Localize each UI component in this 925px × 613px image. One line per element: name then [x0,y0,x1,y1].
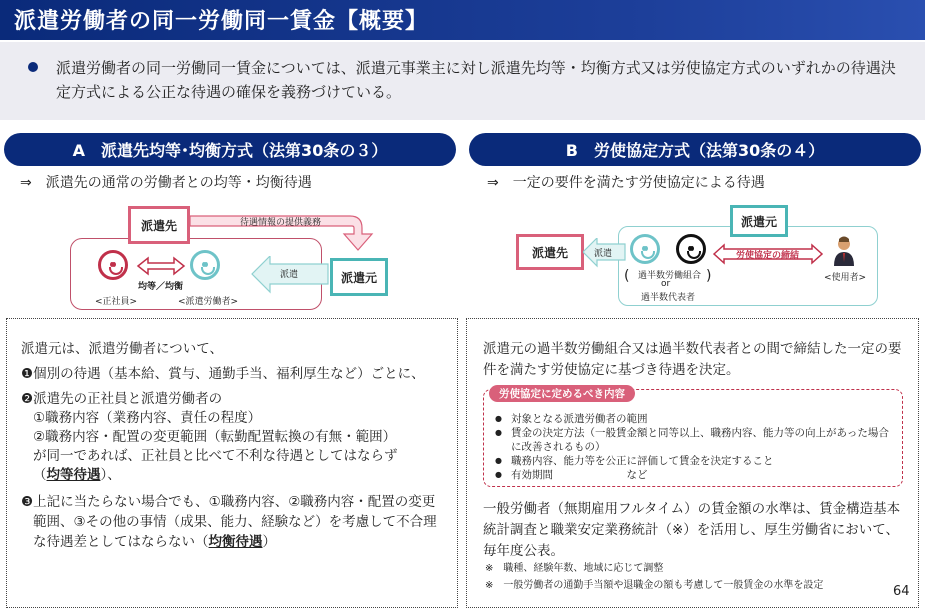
intro-box [0,42,925,120]
list-item: ● 対象となる派遣労働者の範囲 [495,412,895,426]
smiley-face-icon [98,250,128,280]
bracket-right-icon: ) [706,268,712,284]
panel-a-line: 派遣元は、派遣労働者について、 [21,341,223,357]
representative-label: 過半数代表者 [641,293,696,303]
panel-b-paragraph-1: 派遣元の過半数労働組合又は過半数代表者との間で締結した一定の要件を満たす労使協定に基づき待遇を決定。 [483,341,902,378]
haken-saki-box: 派遣先 [516,234,584,270]
panel-b [466,318,919,608]
page-number: 64 [893,584,910,599]
haken-moto-box: 派遣元 [330,258,388,296]
list-item: ● 有効期間 など [495,468,895,482]
haken-saki-box: 派遣先 [128,206,190,244]
list-item: ● 賃金の決定方法（一般賃金額と同等以上、職務内容、能力等の向上があった場合に改善されるもの） [495,426,895,454]
regular-employee-label: <正社員> [95,297,138,307]
balanced-treatment-label: 均衡待遇 [208,534,263,550]
equal-treatment-label: 均等待遇 [46,467,101,483]
note-1: ※ 職種、経験年数、地域に応じて調整 [485,563,664,574]
or-label: or [661,279,671,289]
info-label: 待遇情報の提供義務 [240,218,322,228]
panel-a-item-2b: ②職務内容・配置の変更範囲（転勤配置転換の有無・範囲） [33,429,397,445]
panel-a-item-1: ❶個別の待遇（基本給、賞与、通勤手当、福利厚生など）ごとに、 [21,366,425,382]
person-icon [832,236,856,266]
panel-a-item-3-line2: 範囲、③その他の事情（成果、能力、経験など）を考慮して不合理 [33,514,437,530]
haken-label: 派遣 [594,249,613,259]
smiley-face-icon [630,234,660,264]
agreement-content-title: 労使協定に定めるべき内容 [489,385,635,402]
union-label: 過半数労働組合 [638,271,702,281]
equal-label: 均等／均衡 [138,282,184,292]
intro-text: 派遣労働者の同一労働同一賃金については、派遣元事業主に対し派遣先均等・均衡方式又は労使協定方式のいずれかの待遇決定方式による公正な待遇の確保を義務づけている。 [56,59,896,101]
panel-a-item-2: ❷派遣先の正社員と派遣労働者の [21,391,223,407]
panel-a-item-3-line3: な待遇差としてはならない（均衡待遇） [33,534,276,550]
panel-a-item-2c: が同一であれば、正社員と比べて不利な待遇としてはならず [33,448,398,464]
double-arrow-icon [136,256,186,276]
title-bar [0,0,925,40]
note-2: ※ 一般労働者の通勤手当額や退職金の額も考慮して一般賃金の水準を設定 [485,580,824,591]
agreement-label: 労使協定の締結 [736,251,800,261]
section-a-subtitle: ⇒ 派遣先の通常の労働者との均等・均衡待遇 [20,175,312,191]
section-b-subtitle: ⇒ 一定の要件を満たす労使協定による待遇 [487,175,765,191]
section-a-heading: A 派遣先均等･均衡方式（法第30条の３） [4,133,456,166]
bullet-icon [28,62,38,72]
panel-a [6,318,458,608]
haken-moto-box: 派遣元 [730,205,788,237]
page-title: 派遣労働者の同一労働同一賃金【概要】 [14,9,429,34]
panel-a-item-2a: ①職務内容（業務内容、責任の程度） [33,410,262,426]
bracket-left-icon: ( [624,268,630,284]
list-item: ● 職務内容、能力等を公正に評価して賃金を決定すること [495,454,895,468]
haken-label: 派遣 [280,270,299,280]
smiley-face-icon [676,234,706,264]
panel-b-paragraph-2: 一般労働者（無期雇用フルタイム）の賃金額の水準は、賃金構造基本統計調査と職業安定業務統計（※）を活用し、厚生労働省において、毎年度公表。 [483,501,901,559]
smiley-face-icon [190,250,220,280]
employer-label: <使用者> [824,273,867,283]
agreement-content-list [495,412,895,482]
dispatched-worker-label: <派遣労働者> [178,297,239,307]
panel-a-item-2d: （均等待遇）、 [33,467,121,483]
section-b-heading: B 労使協定方式（法第30条の４） [469,133,921,166]
panel-a-item-3: ❸上記に当たらない場合でも、①職務内容、②職務内容・配置の変更 [21,494,436,510]
